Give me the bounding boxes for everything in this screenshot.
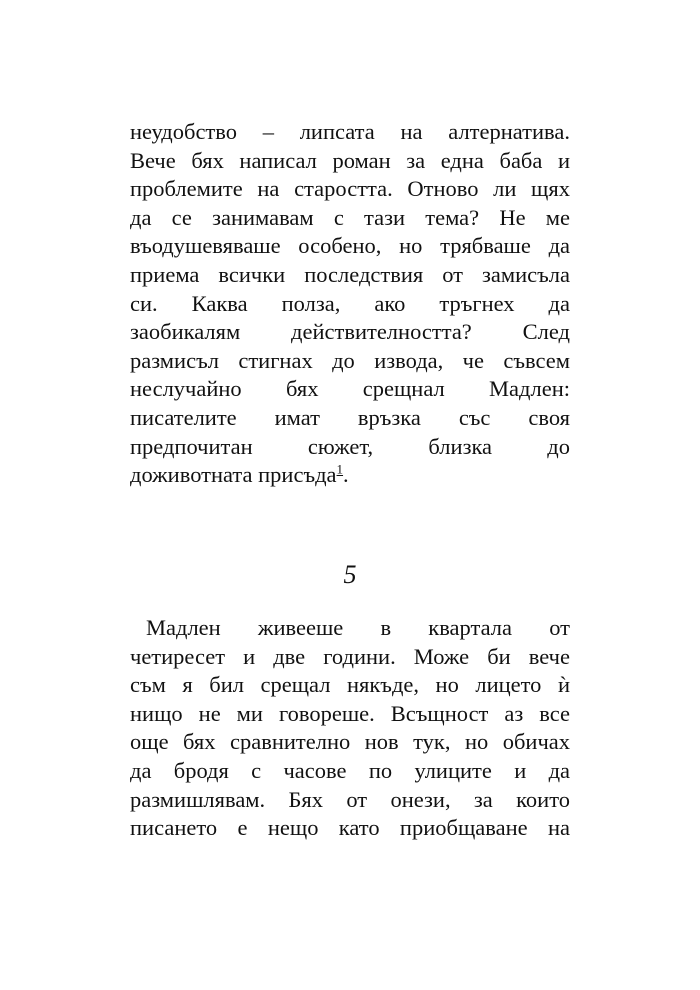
text-line: заобикалям действителността? След — [130, 319, 570, 345]
text-line: неслучайно бях срещнал Мадлен: — [130, 376, 570, 402]
text-line: Мадлен живееше в квартала от — [146, 615, 570, 640]
text-line: приема всички последствия от замисъла — [130, 261, 570, 287]
footnote-reference-link[interactable]: 1 — [336, 461, 344, 477]
text-line: четиресет и две години. Може би вече — [130, 643, 570, 669]
text-line: си. Каква полза, ако тръгнех да — [130, 290, 570, 316]
last-line-text: доживотната присъда — [130, 462, 337, 488]
text-line: проблемите на старостта. Отново ли щях — [130, 176, 570, 202]
text-line: размишлявам. Бях от онези, за които — [130, 786, 570, 812]
text-line: Вече бях написал роман за една баба и — [130, 147, 570, 173]
text-line: още бях сравнително нов тук, но обичах — [130, 729, 570, 755]
text-line: писателите имат връзка със своя — [130, 404, 570, 430]
text-line: съм я бил срещал някъде, но лицето ѝ — [130, 672, 570, 698]
text-line: нищо не ми говореше. Всъщност аз все — [130, 700, 570, 726]
text-line: неудобство – липсата на алтернатива. — [130, 119, 570, 144]
text-line: предпочитан сюжет, близка до — [130, 433, 570, 459]
paragraph-1 — [130, 118, 570, 490]
text-line: да се занимавам с тази тема? Не ме — [130, 204, 570, 230]
text-line: размисъл стигнах до извода, че съвсем — [130, 347, 570, 373]
page-body — [130, 118, 570, 841]
text-line-last — [130, 461, 570, 490]
text-line: да бродя с часове по улиците и да — [130, 757, 570, 783]
text-line: писането е нещо като приобщаване на — [130, 815, 570, 841]
paragraph-2 — [130, 614, 570, 843]
text-line: въодушевяваше особено, но трябваше да — [130, 233, 570, 259]
last-line-end: . — [343, 462, 349, 488]
chapter-number-heading: 5 — [343, 560, 357, 589]
